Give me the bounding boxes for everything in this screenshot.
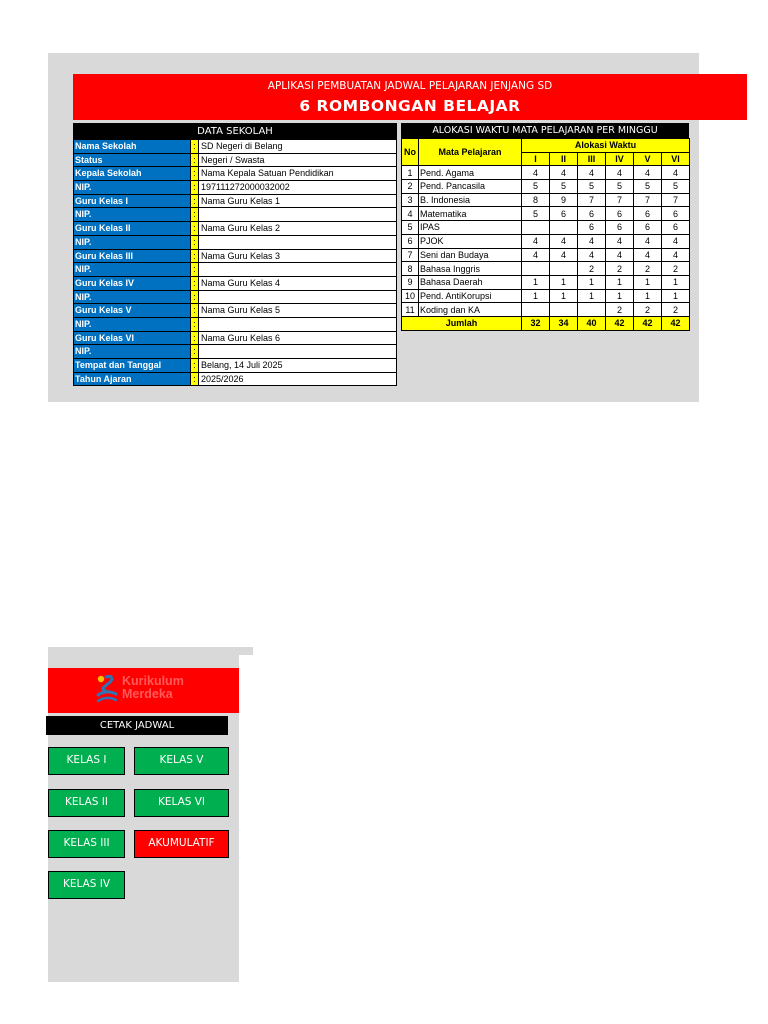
header-banner xyxy=(73,74,747,120)
hours-cell[interactable]: 4 xyxy=(550,248,578,262)
school-field-value[interactable]: Belang, 14 Juli 2025 xyxy=(198,359,396,372)
hours-cell[interactable]: 6 xyxy=(634,207,662,221)
print-kelas-2-button[interactable]: KELAS II xyxy=(48,789,125,817)
hours-cell[interactable]: 1 xyxy=(578,275,606,289)
school-field-value[interactable] xyxy=(198,263,396,276)
hours-cell[interactable]: 4 xyxy=(522,248,550,262)
school-data-row xyxy=(74,139,396,153)
hours-cell[interactable] xyxy=(522,262,550,276)
subject-name: Pend. Agama xyxy=(419,166,522,180)
subject-name: IPAS xyxy=(419,221,522,235)
hours-cell[interactable]: 1 xyxy=(634,275,662,289)
subject-name: Seni dan Budaya xyxy=(419,248,522,262)
hours-cell[interactable]: 4 xyxy=(662,166,690,180)
subject-number: 9 xyxy=(402,275,419,289)
school-data-row xyxy=(74,166,396,180)
school-field-colon: : xyxy=(190,345,198,358)
hours-cell[interactable]: 5 xyxy=(522,207,550,221)
subject-name: Bahasa Daerah xyxy=(419,275,522,289)
subject-name: Bahasa Inggris xyxy=(419,262,522,276)
hours-cell[interactable] xyxy=(550,303,578,317)
hours-cell[interactable]: 6 xyxy=(634,221,662,235)
school-data-row xyxy=(74,262,396,276)
subject-number: 1 xyxy=(402,166,419,180)
school-field-label: Guru Kelas I xyxy=(74,195,190,208)
logo-text-line1: Kurikulum xyxy=(122,674,184,688)
hours-cell[interactable]: 4 xyxy=(662,248,690,262)
total-label: Jumlah xyxy=(402,316,522,330)
subject-number: 10 xyxy=(402,289,419,303)
school-field-value[interactable]: Nama Kepala Satuan Pendidikan xyxy=(198,167,396,180)
subject-number: 3 xyxy=(402,193,419,207)
hours-cell[interactable]: 7 xyxy=(578,193,606,207)
allocation-table xyxy=(401,123,689,331)
school-field-value[interactable] xyxy=(198,291,396,304)
col-header-subject: Mata Pelajaran xyxy=(419,139,522,166)
hours-cell[interactable]: 5 xyxy=(522,180,550,194)
school-data-row xyxy=(74,221,396,235)
hours-cell[interactable]: 4 xyxy=(606,166,634,180)
school-data-row xyxy=(74,303,396,317)
total-row xyxy=(402,316,690,330)
hours-cell[interactable] xyxy=(550,262,578,276)
header-subtitle: APLIKASI PEMBUATAN JADWAL PELAJARAN JENJANG SD xyxy=(267,80,553,92)
school-data-row xyxy=(74,235,396,249)
logo-bar xyxy=(48,668,239,713)
school-field-label: NIP. xyxy=(74,291,190,304)
school-field-label: Guru Kelas V xyxy=(74,304,190,317)
print-kelas-6-button[interactable]: KELAS VI xyxy=(134,789,229,817)
school-data-row xyxy=(74,207,396,221)
school-field-label: Status xyxy=(74,154,190,167)
school-field-colon: : xyxy=(190,359,198,372)
total-cell: 42 xyxy=(606,316,634,330)
total-cell: 34 xyxy=(550,316,578,330)
print-kelas-5-button[interactable]: KELAS V xyxy=(134,747,229,775)
school-field-value[interactable]: 2025/2026 xyxy=(198,373,396,386)
hours-cell[interactable]: 1 xyxy=(634,289,662,303)
school-field-label: Guru Kelas IV xyxy=(74,277,190,290)
print-panel-top-strip xyxy=(48,647,253,655)
school-field-colon: : xyxy=(190,373,198,386)
hours-cell[interactable]: 4 xyxy=(606,248,634,262)
school-data-row xyxy=(74,276,396,290)
school-field-colon: : xyxy=(190,304,198,317)
hours-cell[interactable]: 2 xyxy=(606,303,634,317)
school-field-value[interactable]: Nama Guru Kelas 6 xyxy=(198,332,396,345)
subject-number: 6 xyxy=(402,234,419,248)
col-header-allocation: Alokasi Waktu xyxy=(522,139,690,153)
subject-row xyxy=(402,303,690,317)
subject-row xyxy=(402,275,690,289)
print-kelas-3-button[interactable]: KELAS III xyxy=(48,830,125,858)
school-field-colon: : xyxy=(190,236,198,249)
total-cell: 40 xyxy=(578,316,606,330)
subject-number: 5 xyxy=(402,221,419,235)
school-data-row xyxy=(74,290,396,304)
school-field-label: NIP. xyxy=(74,263,190,276)
hours-cell[interactable]: 8 xyxy=(522,193,550,207)
hours-cell[interactable]: 5 xyxy=(550,180,578,194)
hours-cell[interactable]: 6 xyxy=(606,207,634,221)
hours-cell[interactable]: 5 xyxy=(634,180,662,194)
subject-row xyxy=(402,207,690,221)
subject-number: 4 xyxy=(402,207,419,221)
school-data-row xyxy=(74,331,396,345)
school-field-value[interactable] xyxy=(198,345,396,358)
subject-row xyxy=(402,289,690,303)
school-data-table xyxy=(73,123,397,386)
school-data-title: DATA SEKOLAH xyxy=(74,124,396,139)
school-field-colon: : xyxy=(190,167,198,180)
school-field-label: NIP. xyxy=(74,208,190,221)
hours-cell[interactable]: 1 xyxy=(578,289,606,303)
print-akumulatif-button[interactable]: AKUMULATIF xyxy=(134,830,229,858)
header-title: 6 ROMBONGAN BELAJAR xyxy=(299,97,521,115)
total-cell: 32 xyxy=(522,316,550,330)
subject-row xyxy=(402,193,690,207)
hours-cell[interactable]: 4 xyxy=(522,166,550,180)
hours-cell[interactable]: 2 xyxy=(662,262,690,276)
school-field-label: NIP. xyxy=(74,345,190,358)
subject-name: PJOK xyxy=(419,234,522,248)
hours-cell[interactable]: 4 xyxy=(634,234,662,248)
hours-cell[interactable]: 6 xyxy=(662,207,690,221)
hours-cell[interactable]: 4 xyxy=(578,234,606,248)
logo-text xyxy=(122,675,184,701)
hours-cell[interactable]: 7 xyxy=(662,193,690,207)
school-field-label: Tempat dan Tanggal xyxy=(74,359,190,372)
hours-cell[interactable] xyxy=(522,303,550,317)
hours-cell[interactable] xyxy=(522,221,550,235)
logo-text-line2: Merdeka xyxy=(122,687,173,701)
subject-name: B. Indonesia xyxy=(419,193,522,207)
hours-cell[interactable]: 1 xyxy=(550,275,578,289)
total-cell: 42 xyxy=(662,316,690,330)
hours-cell[interactable]: 6 xyxy=(550,207,578,221)
subject-number: 11 xyxy=(402,303,419,317)
hours-cell[interactable]: 4 xyxy=(606,234,634,248)
subject-name: Matematika xyxy=(419,207,522,221)
kurikulum-merdeka-logo-icon xyxy=(94,673,120,707)
hours-cell[interactable]: 5 xyxy=(662,180,690,194)
subject-name: Pend. Pancasila xyxy=(419,180,522,194)
subject-row xyxy=(402,221,690,235)
hours-cell[interactable]: 6 xyxy=(578,221,606,235)
grade-header: II xyxy=(550,152,578,166)
hours-cell[interactable]: 1 xyxy=(522,275,550,289)
hours-cell[interactable]: 4 xyxy=(634,166,662,180)
school-field-label: Nama Sekolah xyxy=(74,140,190,153)
col-header-no: No xyxy=(402,139,419,166)
hours-cell[interactable]: 1 xyxy=(522,289,550,303)
school-field-value[interactable]: SD Negeri di Belang xyxy=(198,140,396,153)
hours-cell[interactable]: 4 xyxy=(634,248,662,262)
school-field-colon: : xyxy=(190,263,198,276)
subject-name: Koding dan KA xyxy=(419,303,522,317)
hours-cell[interactable]: 5 xyxy=(606,180,634,194)
hours-cell[interactable]: 1 xyxy=(606,275,634,289)
hours-cell[interactable]: 2 xyxy=(634,262,662,276)
subject-name: Pend. AntiKorupsi xyxy=(419,289,522,303)
allocation-title: ALOKASI WAKTU MATA PELAJARAN PER MINGGU xyxy=(401,123,689,138)
school-field-value[interactable]: Nama Guru Kelas 4 xyxy=(198,277,396,290)
hours-cell[interactable]: 1 xyxy=(662,289,690,303)
hours-cell[interactable]: 4 xyxy=(662,234,690,248)
school-data-rows xyxy=(74,139,396,385)
subject-row xyxy=(402,248,690,262)
hours-cell[interactable]: 4 xyxy=(522,234,550,248)
hours-cell[interactable]: 4 xyxy=(578,166,606,180)
school-data-row xyxy=(74,249,396,263)
school-field-colon: : xyxy=(190,154,198,167)
school-field-label: Guru Kelas VI xyxy=(74,332,190,345)
grade-header: III xyxy=(578,152,606,166)
hours-cell[interactable]: 9 xyxy=(550,193,578,207)
hours-cell[interactable]: 2 xyxy=(662,303,690,317)
school-field-colon: : xyxy=(190,181,198,194)
allocation-body xyxy=(402,166,690,330)
subject-row xyxy=(402,262,690,276)
hours-cell[interactable]: 4 xyxy=(550,234,578,248)
grade-header: V xyxy=(634,152,662,166)
school-field-colon: : xyxy=(190,208,198,221)
hours-cell[interactable] xyxy=(550,221,578,235)
school-data-row xyxy=(74,372,396,386)
school-field-label: NIP. xyxy=(74,318,190,331)
school-field-colon: : xyxy=(190,140,198,153)
grade-header: VI xyxy=(662,152,690,166)
hours-cell[interactable]: 6 xyxy=(578,207,606,221)
school-field-value[interactable] xyxy=(198,318,396,331)
school-field-value[interactable]: Nama Guru Kelas 3 xyxy=(198,250,396,263)
subject-row xyxy=(402,166,690,180)
subject-number: 8 xyxy=(402,262,419,276)
school-field-label: NIP. xyxy=(74,181,190,194)
hours-cell[interactable]: 7 xyxy=(606,193,634,207)
school-field-value[interactable] xyxy=(198,236,396,249)
hours-cell[interactable]: 1 xyxy=(662,275,690,289)
hours-cell[interactable]: 4 xyxy=(550,166,578,180)
school-data-row xyxy=(74,317,396,331)
print-schedule-label: CETAK JADWAL xyxy=(46,716,228,735)
print-kelas-1-button[interactable]: KELAS I xyxy=(48,747,125,775)
hours-cell[interactable]: 2 xyxy=(606,262,634,276)
school-field-value[interactable]: Negeri / Swasta xyxy=(198,154,396,167)
school-field-colon: : xyxy=(190,195,198,208)
school-data-row xyxy=(74,194,396,208)
hours-cell[interactable]: 7 xyxy=(634,193,662,207)
hours-cell[interactable]: 6 xyxy=(662,221,690,235)
school-field-label: Tahun Ajaran xyxy=(74,373,190,386)
school-field-colon: : xyxy=(190,332,198,345)
subject-number: 2 xyxy=(402,180,419,194)
school-field-colon: : xyxy=(190,318,198,331)
hours-cell[interactable]: 1 xyxy=(606,289,634,303)
hours-cell[interactable] xyxy=(578,303,606,317)
school-field-colon: : xyxy=(190,250,198,263)
school-field-colon: : xyxy=(190,291,198,304)
school-field-value[interactable]: Nama Guru Kelas 2 xyxy=(198,222,396,235)
school-data-row xyxy=(74,344,396,358)
subject-number: 7 xyxy=(402,248,419,262)
print-kelas-4-button[interactable]: KELAS IV xyxy=(48,871,125,899)
total-cell: 42 xyxy=(634,316,662,330)
school-field-label: Guru Kelas III xyxy=(74,250,190,263)
school-field-colon: : xyxy=(190,222,198,235)
school-field-label: Guru Kelas II xyxy=(74,222,190,235)
school-field-value[interactable] xyxy=(198,208,396,221)
subject-row xyxy=(402,234,690,248)
hours-cell[interactable]: 2 xyxy=(578,262,606,276)
school-data-row xyxy=(74,358,396,372)
hours-cell[interactable]: 5 xyxy=(578,180,606,194)
hours-cell[interactable]: 1 xyxy=(550,289,578,303)
hours-cell[interactable]: 6 xyxy=(606,221,634,235)
grade-header: I xyxy=(522,152,550,166)
school-data-row xyxy=(74,153,396,167)
school-field-value[interactable]: 197111272000032002 xyxy=(198,181,396,194)
school-field-colon: : xyxy=(190,277,198,290)
school-data-row xyxy=(74,180,396,194)
school-field-label: NIP. xyxy=(74,236,190,249)
school-field-label: Kepala Sekolah xyxy=(74,167,190,180)
school-field-value[interactable]: Nama Guru Kelas 1 xyxy=(198,195,396,208)
hours-cell[interactable]: 4 xyxy=(578,248,606,262)
subject-row xyxy=(402,180,690,194)
school-field-value[interactable]: Nama Guru Kelas 5 xyxy=(198,304,396,317)
grade-header: IV xyxy=(606,152,634,166)
hours-cell[interactable]: 2 xyxy=(634,303,662,317)
